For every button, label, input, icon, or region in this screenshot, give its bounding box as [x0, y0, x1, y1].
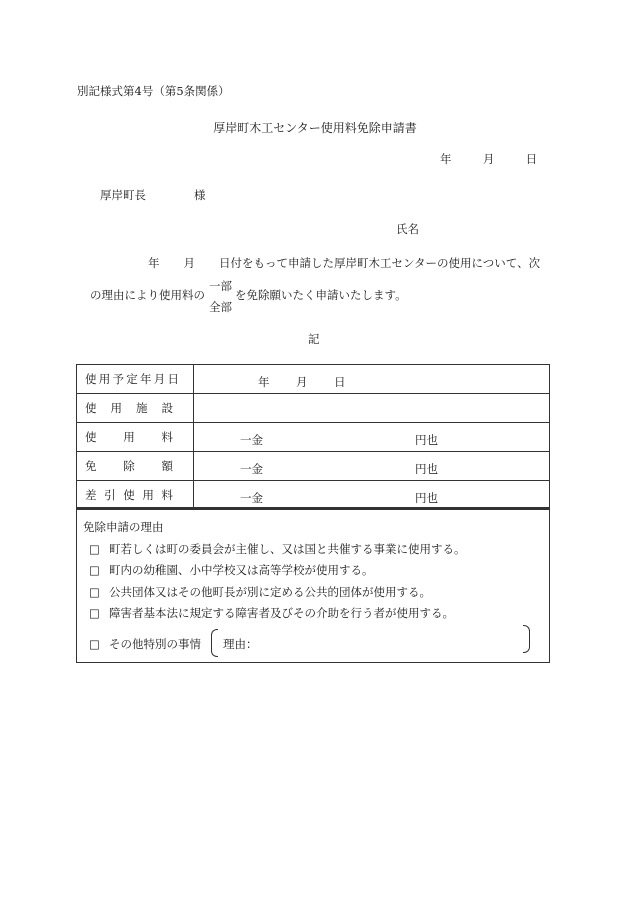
- row-label-exemption-amount: [77, 452, 194, 481]
- reason-option: [89, 562, 374, 578]
- net-fee-suffix: 円也: [415, 491, 438, 505]
- row-label-net-fee: [77, 481, 194, 510]
- row-label-facility: [77, 394, 194, 423]
- date-year-label: 年: [440, 152, 452, 166]
- date-month-label: 月: [482, 152, 495, 166]
- addressee-name: 厚岸町長: [100, 188, 146, 202]
- document-title: 厚岸町木工センター使用料免除申請書: [213, 121, 417, 135]
- other-reason-field-label: 理由：: [223, 637, 258, 651]
- intro-line2-end: を免除願いたく申請いたします。: [235, 288, 407, 302]
- spread-label: 使 用 予 定 年 月 日: [85, 372, 179, 386]
- fee-field[interactable]: [194, 423, 550, 452]
- reason-option: [89, 541, 466, 557]
- table-row: [77, 365, 550, 394]
- fee-prefix: 一金: [240, 433, 263, 447]
- form-number: 別記様式第4号（第5条関係）: [77, 84, 230, 98]
- reason-text: 障害者基本法に規定する障害者及びその介助を行う者が使用する。: [109, 606, 454, 620]
- table-row: [77, 452, 550, 481]
- checkbox[interactable]: □: [89, 606, 100, 620]
- option-partial: 一部: [209, 279, 232, 293]
- table-row: [77, 394, 550, 423]
- bracket-left: [211, 629, 218, 657]
- addressee-honorific: 様: [194, 188, 206, 202]
- row-label-fee: [77, 423, 194, 452]
- bracket-right: [523, 625, 530, 653]
- spread-label: 免 除 額: [85, 459, 173, 473]
- schedule-day-label: 日: [334, 375, 346, 389]
- date-day-label: 日: [525, 152, 538, 166]
- fee-suffix: 円也: [415, 433, 438, 447]
- exemption-amount-field[interactable]: [194, 452, 550, 481]
- ki-heading: 記: [308, 332, 320, 346]
- spread-label: 差 引 使 用 料: [85, 488, 173, 502]
- intro-line-1: [148, 258, 540, 270]
- applicant-name-label: 氏名: [396, 222, 419, 236]
- reason-option: [89, 584, 431, 600]
- spread-label: 使 用 施 設: [85, 401, 173, 415]
- schedule-year-label: 年: [258, 375, 270, 389]
- other-reason-label: その他特別の事情: [109, 637, 201, 651]
- addressee: [100, 190, 206, 202]
- submission-date: [440, 154, 537, 166]
- reason-text: 町若しくは町の委員会が主催し、又は国と共催する事業に使用する。: [109, 542, 466, 556]
- reason-option-other: [89, 636, 201, 652]
- intro-month-label: 月: [183, 256, 195, 270]
- exemption-prefix: 一金: [240, 462, 263, 476]
- exemption-suffix: 円也: [415, 462, 438, 476]
- table-row: [77, 481, 550, 510]
- usage-table: [76, 364, 550, 510]
- reason-option: [89, 605, 454, 621]
- reason-text: 公共団体又はその他町長が別に定める公共的団体が使用する。: [109, 585, 431, 599]
- reasons-title: 免除申請の理由: [83, 520, 164, 534]
- checkbox[interactable]: □: [89, 637, 100, 651]
- schedule-date-field[interactable]: [194, 365, 550, 394]
- net-fee-prefix: 一金: [240, 491, 263, 505]
- schedule-month-label: 月: [296, 375, 308, 389]
- checkbox[interactable]: □: [89, 542, 100, 556]
- exemption-option-stack: [209, 281, 232, 315]
- row-label-schedule-date: [77, 365, 194, 394]
- facility-field[interactable]: [194, 394, 550, 423]
- reason-text: 町内の幼稚園、小中学校又は高等学校が使用する。: [109, 563, 374, 577]
- net-fee-field[interactable]: [194, 481, 550, 510]
- checkbox[interactable]: □: [89, 563, 100, 577]
- checkbox[interactable]: □: [89, 585, 100, 599]
- intro-line2-start: の理由により使用料の: [90, 288, 205, 302]
- exemption-reasons: [76, 507, 550, 663]
- intro-year-label: 年: [148, 256, 160, 270]
- option-full: 全部: [209, 300, 232, 314]
- spread-label: 使 用 料: [85, 430, 173, 444]
- table-row: [77, 423, 550, 452]
- intro-line1-text: 日付をもって申請した厚岸町木工センターの使用について、次: [219, 256, 541, 270]
